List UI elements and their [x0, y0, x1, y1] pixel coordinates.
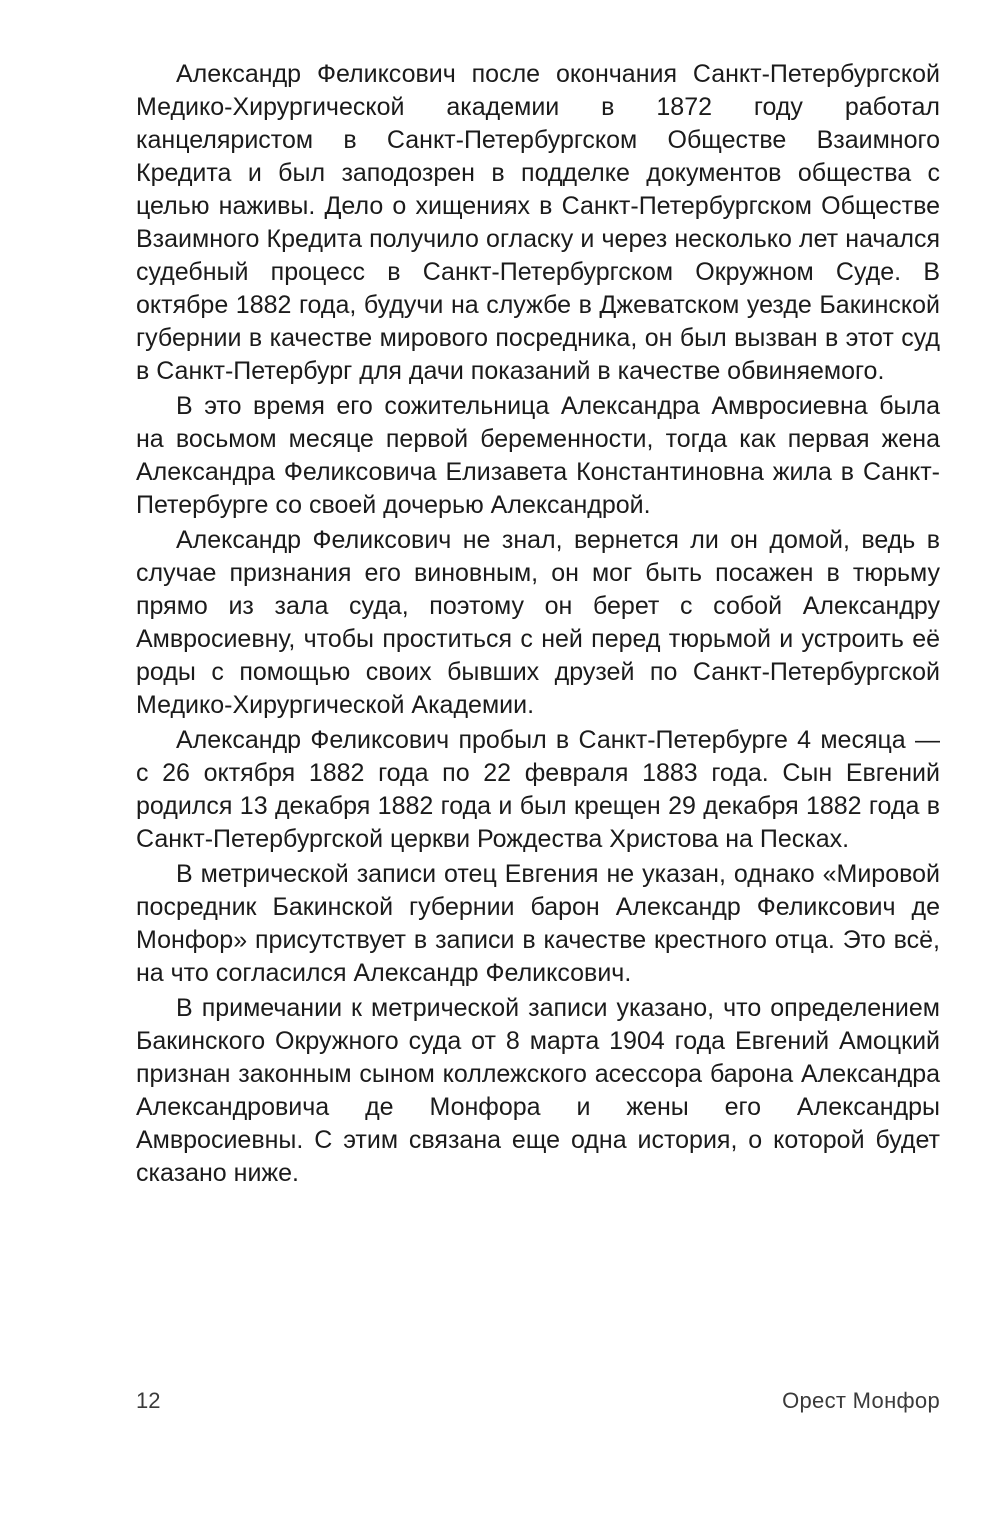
- page-footer: [136, 1387, 940, 1419]
- body-text: [136, 58, 940, 1192]
- paragraph-6: В примечании к метрической записи указано, что определением Бакинского Окружного суда от 8 марта 1904 года Евгений Амоцкий признан законным сыном коллежского асессора барона Александра Александровича де Монфора и жены его Александры Амвросиевны. С этим связана еще одна история, о которой будет сказано ниже.: [136, 994, 940, 1187]
- running-title: Орест Монфор: [782, 1388, 940, 1413]
- paragraph-5: В метрической записи отец Евгения не указан, однако «Мировой посредник Бакинской губернии барон Александр Феликсович де Монфор» присутствует в записи в качестве крестного отца. Это всё, на что согласился Александр Феликсович.: [136, 860, 940, 987]
- paragraph-2: В это время его сожительница Александра Амвросиевна была на восьмом месяце первой беременности, тогда как первая жена Александра Феликсовича Елизавета Константиновна жила в Санкт-Петербурге со своей дочерью Александрой.: [136, 392, 940, 519]
- paragraph-4: Александр Феликсович пробыл в Санкт-Петербурге 4 месяца — с 26 октября 1882 года по 22 февраля 1883 года. Сын Евгений родился 13 декабря 1882 года и был крещен 29 декабря 1882 года в Санкт-Петербургской церкви Рождества Христова на Песках.: [136, 726, 940, 853]
- paragraph-1: Александр Феликсович после окончания Санкт-Петербургской Медико-Хирургической академии в 1872 году работал канцеляристом в Санкт-Петербургском Обществе Взаимного Кредита и был заподозрен в подделке документов общества с целью наживы. Дело о хищениях в Санкт-Петербургском Обществе Взаимного Кредита получило огласку и через несколько лет начался судебный процесс в Санкт-Петербургском Окружном Суде. В октябре 1882 года, будучи на службе в Джеватском уезде Бакинской губернии в качестве мирового посредника, он был вызван в этот суд в Санкт-Петербург для дачи показаний в качестве обвиняемого.: [136, 60, 940, 385]
- page-number: 12: [136, 1388, 161, 1413]
- paragraph-3: Александр Феликсович не знал, вернется ли он домой, ведь в случае признания его виновным, он мог быть посажен в тюрьму прямо из зала суда, поэтому он берет с собой Александру Амвросиевну, чтобы проститься с ней перед тюрьмой и устроить её роды с помощью своих бывших друзей по Санкт-Петербургской Медико-Хирургической Академии.: [136, 526, 940, 719]
